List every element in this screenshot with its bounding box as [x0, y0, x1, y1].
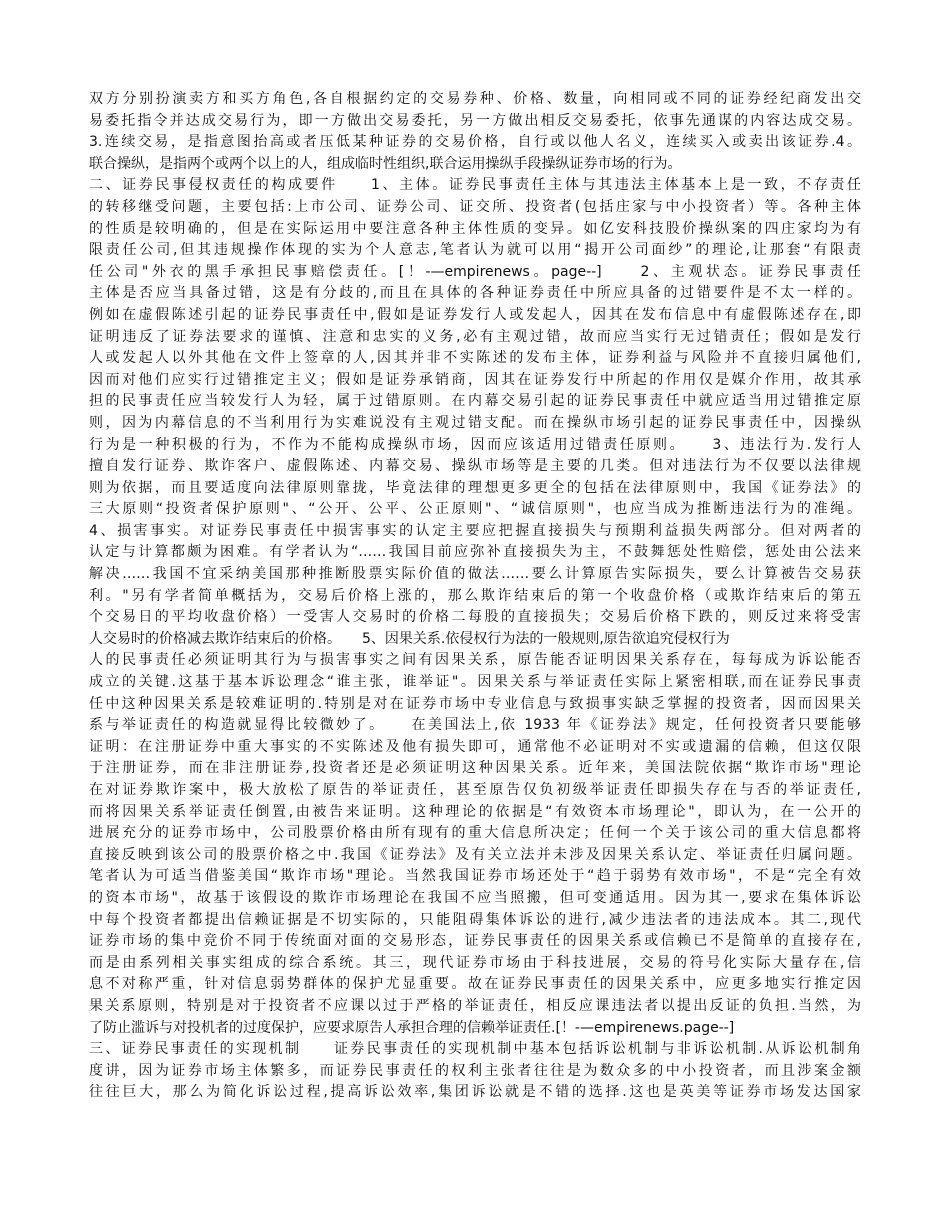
text-line: 解决……我国不宜采纳美国那种推断股票实际价值的做法……要么计算原告实际损失，要么计算被告交易获 — [89, 566, 861, 583]
text-line: 了防止滥诉与对投机者的过度保护，应要求原告人承担合理的信赖举证责任.[！-—empirenews.page--] — [89, 1019, 735, 1036]
text-line: 证明违反了证券法要求的谨慎、注意和忠实的义务,必有主观过错，故而应当实行无过错责任；假如是发行 — [89, 328, 861, 345]
text-line: 而是由系列相关事实组成的综合系统。其三，现代证券市场由于科技进展，交易的符号化实际大量存在,信 — [89, 954, 861, 971]
text-line: 在对证券欺诈案中，极大放松了原告的举证责任，甚至原告仅负初级举证责任即损失存在与否的举证责任, — [89, 782, 861, 798]
text-line: 而将因果关系举证责任倒置,由被告来证明。这种理论的依据是“有效资本市场理论"，即认为，在一公开的 — [89, 803, 861, 820]
text-line: 直接反映到该公司的股票价格之中.我国《证券法》及有关立法并未涉及因果关系认定、举证责任归属问题。 — [89, 846, 861, 863]
text-line: 证券市场的集中竞价不同于传统面对面的交易形态，证券民事责任的因果关系或信赖已不是简单的直接存在, — [89, 933, 861, 950]
text-line: 度讲，因为证券市场主体繁多，而证券民事责任的权利主张者往往是为数众多的中小投资者，而且涉案金额 — [89, 1062, 861, 1079]
text-line: 果关系原则，特别是对于投资者不应课以过于严格的举证责任，相反应课违法者以提出反证的负担.当然，为 — [89, 997, 861, 1014]
text-line: 个交易日的平均收盘价格）一受害人交易时的价格二每股的直接损失；交易后价格下跌的，则反过来将受害 — [89, 609, 861, 626]
text-line: 中每个投资者都提出信赖证据是不切实际的，只能阻碍集体诉讼的进行,减少违法者的违法成本。其二,现代 — [89, 911, 861, 928]
text-line: 人或发起人以外其他在文件上签章的人,因其并非不实陈述的发布主体，证券利益与风险并不直接归属他们, — [89, 350, 861, 367]
text-line: 任中这种因果关系是较难证明的.特别是对在证券市场中专业信息与致损事实缺乏掌握的投资者，因而因果关 — [89, 695, 861, 712]
text-line: 利。"另有学者简单概括为，交易后价格上涨的，那么欺诈结束后的第一个收盘价格（或欺诈结束后的第五 — [89, 587, 861, 604]
text-line: 成立的关键.这基于基本诉讼理念“谁主张，谁举证"。因果关系与举证责任实际上紧密相联,而在证券民事责 — [89, 674, 861, 691]
text-line: 系与举证责任的构造就显得比较微妙了。 在美国法上,依 1933 年《证券法》规定，任何投资者只要能够 — [89, 717, 861, 734]
text-line: 则，因为内幕信息的不当利用行为实难说没有主观过错支配。而在操纵市场引起的证券民事责任中，因操纵 — [89, 414, 861, 431]
text-line: 任公司"外衣的黑手承担民事赔偿责任。[！-—empirenews。page--] 2、主观状态。证券民事责任 — [89, 263, 861, 280]
text-line: 例如在虚假陈述引起的证券民事责任中,假如是证券发行人或发起人，因其在发布信息中有虚假陈述存在,即 — [89, 306, 861, 323]
text-line: 二、证券民事侵权责任的构成要件 1、主体。证券民事责任主体与其违法主体基本上是一致，不存责任 — [89, 177, 861, 194]
text-line: 的转移继受问题，主要包括:上市公司、证券公司、证交所、投资者(包括庄家与中小投资者）等。各种主体 — [89, 198, 861, 215]
text-line: 联合操纵，是指两个或两个以上的人，组成临时性组织,联合运用操纵手段操纵证券市场的行为。 — [89, 155, 682, 172]
text-line: 则为依据，而且要适度向法律原则靠拢，毕竟法律的理想更多更全的包括在法律原则中，我国《证券法》的 — [89, 479, 861, 496]
document-page — [89, 89, 861, 1104]
text-line: 于注册证券，而在非注册证券,投资者还是必须证明这种因果关系。近年来，美国法院依据“欺诈市场"理论 — [89, 760, 861, 777]
text-line: 担的民事责任应当较发行人为轻，属于过错原则。在内幕交易引起的证券民事责任中就应适当用过错推定原 — [89, 393, 861, 410]
text-line: 进展充分的证券市场中，公司股票价格由所有现有的重大信息所决定；任何一个关于该公司的重大信息都将 — [89, 825, 861, 842]
text-line: 的性质是较明确的，但是在实际运用中要注意各种主体性质的变异。如亿安科技股价操纵案的四庄家均为有 — [89, 220, 861, 237]
text-line: 笔者认为可适当借鉴美国“欺诈市场"理论。当然我国证券市场还处于“趋于弱势有效市场"，不是“完全有效 — [89, 868, 861, 885]
text-line: 三、证券民事责任的实现机制 证券民事责任的实现机制中基本包括诉讼机制与非诉讼机制.从诉讼机制角 — [89, 1041, 861, 1058]
text-line: 三大原则“投资者保护原则"、“公开、公平、公正原则"、“诚信原则"，也应当成为推断违法行为的准绳。 — [89, 501, 861, 518]
text-line: 人的民事责任必须证明其行为与损害事实之间有因果关系，原告能否证明因果关系存在，每每成为诉讼能否 — [89, 652, 861, 669]
text-line: 限责任公司,但其违规操作体现的实为个人意志,笔者认为就可以用“揭开公司面纱”的理论,让那套“有限责 — [89, 242, 861, 259]
text-line: 易委托指令并达成交易行为，即一方做出交易委托，另一方做出相反交易委托，依事先通谋的内容达成交易。 — [89, 112, 861, 129]
text-line: 人交易时的价格减去欺诈结束后的价格。 5、因果关系.依侵权行为法的一般规则,原告欲追究侵权行为 — [89, 630, 730, 647]
text-line: 3.连续交易，是指意图抬高或者压低某种证券的交易价格，自行或以他人名义，连续买入或卖出该证券.4。 — [89, 134, 861, 151]
text-line: 证明：在注册证券中重大事实的不实陈述及他有损失即可，通常他不必证明对不实或遗漏的信赖，但这仅限 — [89, 738, 861, 755]
text-line: 往往巨大，那么为简化诉讼过程,提高诉讼效率,集团诉讼就是不错的选择.这也是英美等证券市场发达国家 — [89, 1084, 861, 1101]
text-line: 行为是一种积极的行为，不作为不能构成操纵市场，因而应该适用过错责任原则。 3、违法行为.发行人 — [89, 436, 861, 453]
text-line: 擅自发行证券、欺诈客户、虚假陈述、内幕交易、操纵市场等是主要的几类。但对违法行为不仅要以法律规 — [89, 458, 861, 475]
text-line: 认定与计算都颇为困难。有学者认为“……我国目前应弥补直接损失为主，不鼓舞惩处性赔偿，惩处由公法来 — [89, 544, 861, 561]
text-line: 双方分别扮演卖方和买方角色,各自根据约定的交易券种、价格、数量，向相同或不同的证券经纪商发出交 — [89, 91, 861, 107]
text-line: 4、损害事实。对证券民事责任中损害事实的认定主要应把握直接损失与预期利益损失两部分。但对两者的 — [89, 522, 861, 539]
text-line: 主体是否应当具备过错，这是有分歧的,而且在具体的各种证券责任中所应具备的过错要件是不太一样的。 — [89, 285, 861, 302]
text-line: 因而对他们应实行过错推定主义；假如是证券承销商，因其在证券发行中所起的作用仅是媒介作用，故其承 — [89, 371, 861, 388]
text-line: 息不对称严重，针对信息弱势群体的保护尤显重要。故在证券民事责任的因果关系中，应更多地实行推定因 — [89, 976, 861, 993]
text-line: 的资本市场"，故基于该假设的欺诈市场理论在我国不应当照搬，但可变通适用。因为其一,要求在集体诉讼 — [89, 889, 861, 906]
